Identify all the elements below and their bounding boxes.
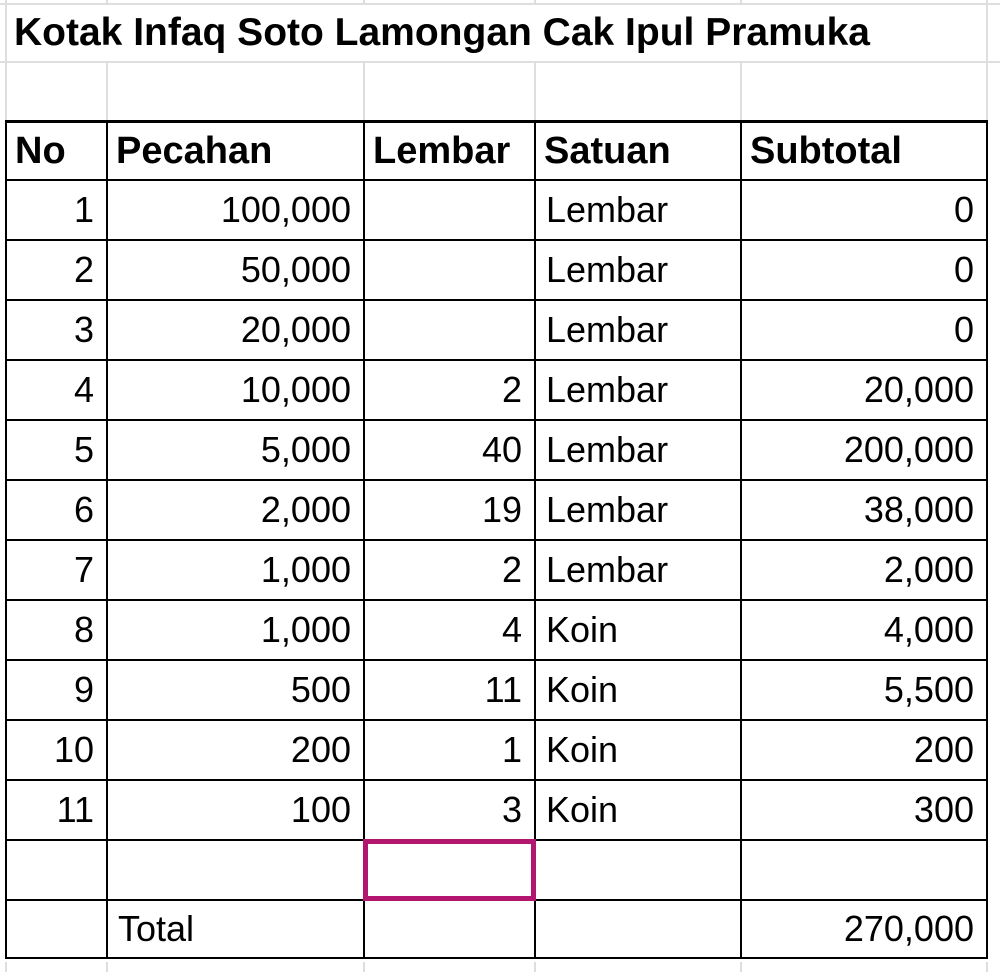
gridline <box>986 962 988 972</box>
gridline <box>534 962 536 972</box>
cell-subtotal[interactable]: 2,000 <box>741 540 987 600</box>
cell-no[interactable]: 7 <box>6 540 107 600</box>
total-value-cell[interactable]: 270,000 <box>741 900 987 958</box>
cell-no[interactable]: 11 <box>6 780 107 840</box>
cell-pecahan[interactable]: 20,000 <box>107 300 364 360</box>
cell-pecahan[interactable]: 100,000 <box>107 180 364 240</box>
table-row <box>6 600 987 660</box>
gridline <box>106 962 108 972</box>
gridline <box>986 0 988 120</box>
cell-satuan[interactable]: Koin <box>535 600 741 660</box>
cell-pecahan[interactable]: 500 <box>107 660 364 720</box>
cell-subtotal[interactable] <box>741 840 987 900</box>
cell-subtotal[interactable]: 0 <box>741 300 987 360</box>
cell-subtotal[interactable]: 200 <box>741 720 987 780</box>
cell-satuan[interactable] <box>535 840 741 900</box>
cell-no[interactable]: 3 <box>6 300 107 360</box>
cell-no[interactable] <box>6 900 107 958</box>
cell-pecahan[interactable]: 5,000 <box>107 420 364 480</box>
cell-lembar[interactable]: 4 <box>364 600 535 660</box>
cell-subtotal[interactable]: 4,000 <box>741 600 987 660</box>
cell-lembar[interactable] <box>364 240 535 300</box>
cell-lembar[interactable]: 2 <box>364 540 535 600</box>
cell-no[interactable]: 9 <box>6 660 107 720</box>
cell-pecahan[interactable]: 1,000 <box>107 600 364 660</box>
cell-no[interactable] <box>6 840 107 900</box>
infaq-table <box>5 120 988 959</box>
cell-no[interactable]: 4 <box>6 360 107 420</box>
gridline <box>740 63 742 120</box>
cell-subtotal[interactable]: 200,000 <box>741 420 987 480</box>
table-row <box>6 540 987 600</box>
cell-lembar[interactable] <box>364 180 535 240</box>
cell-satuan[interactable] <box>535 900 741 958</box>
cell-lembar[interactable]: 3 <box>364 780 535 840</box>
table-row <box>6 360 987 420</box>
column-header-pecahan[interactable]: Pecahan <box>107 122 364 181</box>
cell-satuan[interactable]: Koin <box>535 660 741 720</box>
cell-no[interactable]: 10 <box>6 720 107 780</box>
selection-border <box>363 839 536 901</box>
cell-pecahan[interactable]: 100 <box>107 780 364 840</box>
total-row <box>6 900 987 958</box>
gridline <box>106 63 108 120</box>
cell-subtotal[interactable]: 20,000 <box>741 360 987 420</box>
cell-lembar[interactable]: 2 <box>364 360 535 420</box>
cell-no[interactable]: 5 <box>6 420 107 480</box>
cell-satuan[interactable]: Koin <box>535 720 741 780</box>
sheet-title[interactable]: Kotak Infaq Soto Lamongan Cak Ipul Pramuka <box>14 11 870 54</box>
cell-satuan[interactable]: Lembar <box>535 360 741 420</box>
cell-lembar[interactable]: 11 <box>364 660 535 720</box>
cell-pecahan[interactable]: 200 <box>107 720 364 780</box>
cell-pecahan[interactable]: 1,000 <box>107 540 364 600</box>
table-row <box>6 660 987 720</box>
gridline <box>740 962 742 972</box>
cell-pecahan[interactable]: 2,000 <box>107 480 364 540</box>
cell-satuan[interactable]: Lembar <box>535 480 741 540</box>
selected-cell[interactable] <box>364 840 535 900</box>
cell-subtotal[interactable]: 0 <box>741 180 987 240</box>
total-label-cell[interactable]: Total <box>107 900 364 958</box>
gridline <box>5 0 7 120</box>
cell-lembar[interactable]: 40 <box>364 420 535 480</box>
table-row <box>6 780 987 840</box>
cell-lembar[interactable]: 1 <box>364 720 535 780</box>
column-header-lembar[interactable]: Lembar <box>364 122 535 181</box>
cell-satuan[interactable]: Lembar <box>535 240 741 300</box>
cell-no[interactable]: 8 <box>6 600 107 660</box>
gridline <box>363 63 365 120</box>
table-row <box>6 300 987 360</box>
cell-subtotal[interactable]: 300 <box>741 780 987 840</box>
cell-satuan[interactable]: Lembar <box>535 180 741 240</box>
cell-no[interactable]: 6 <box>6 480 107 540</box>
cell-pecahan[interactable]: 50,000 <box>107 240 364 300</box>
gridline <box>534 63 536 120</box>
table-row <box>6 180 987 240</box>
cell-satuan[interactable]: Lembar <box>535 300 741 360</box>
cell-no[interactable]: 1 <box>6 180 107 240</box>
gridline <box>363 962 365 972</box>
cell-pecahan[interactable] <box>107 840 364 900</box>
cell-satuan[interactable]: Lembar <box>535 420 741 480</box>
table-row <box>6 480 987 540</box>
cell-no[interactable]: 2 <box>6 240 107 300</box>
cell-lembar[interactable] <box>364 300 535 360</box>
gridline <box>5 962 7 972</box>
column-header-subtotal[interactable]: Subtotal <box>741 122 987 181</box>
cursor-row <box>6 840 987 900</box>
table-row <box>6 720 987 780</box>
cell-pecahan[interactable]: 10,000 <box>107 360 364 420</box>
header-row <box>6 122 987 181</box>
cell-satuan[interactable]: Lembar <box>535 540 741 600</box>
cell-lembar[interactable]: 19 <box>364 480 535 540</box>
cell-satuan[interactable]: Koin <box>535 780 741 840</box>
table-row <box>6 420 987 480</box>
cell-subtotal[interactable]: 0 <box>741 240 987 300</box>
cell-subtotal[interactable]: 38,000 <box>741 480 987 540</box>
cell-lembar[interactable] <box>364 900 535 958</box>
column-header-no[interactable]: No <box>6 122 107 181</box>
table-row <box>6 240 987 300</box>
cell-subtotal[interactable]: 5,500 <box>741 660 987 720</box>
column-header-satuan[interactable]: Satuan <box>535 122 741 181</box>
